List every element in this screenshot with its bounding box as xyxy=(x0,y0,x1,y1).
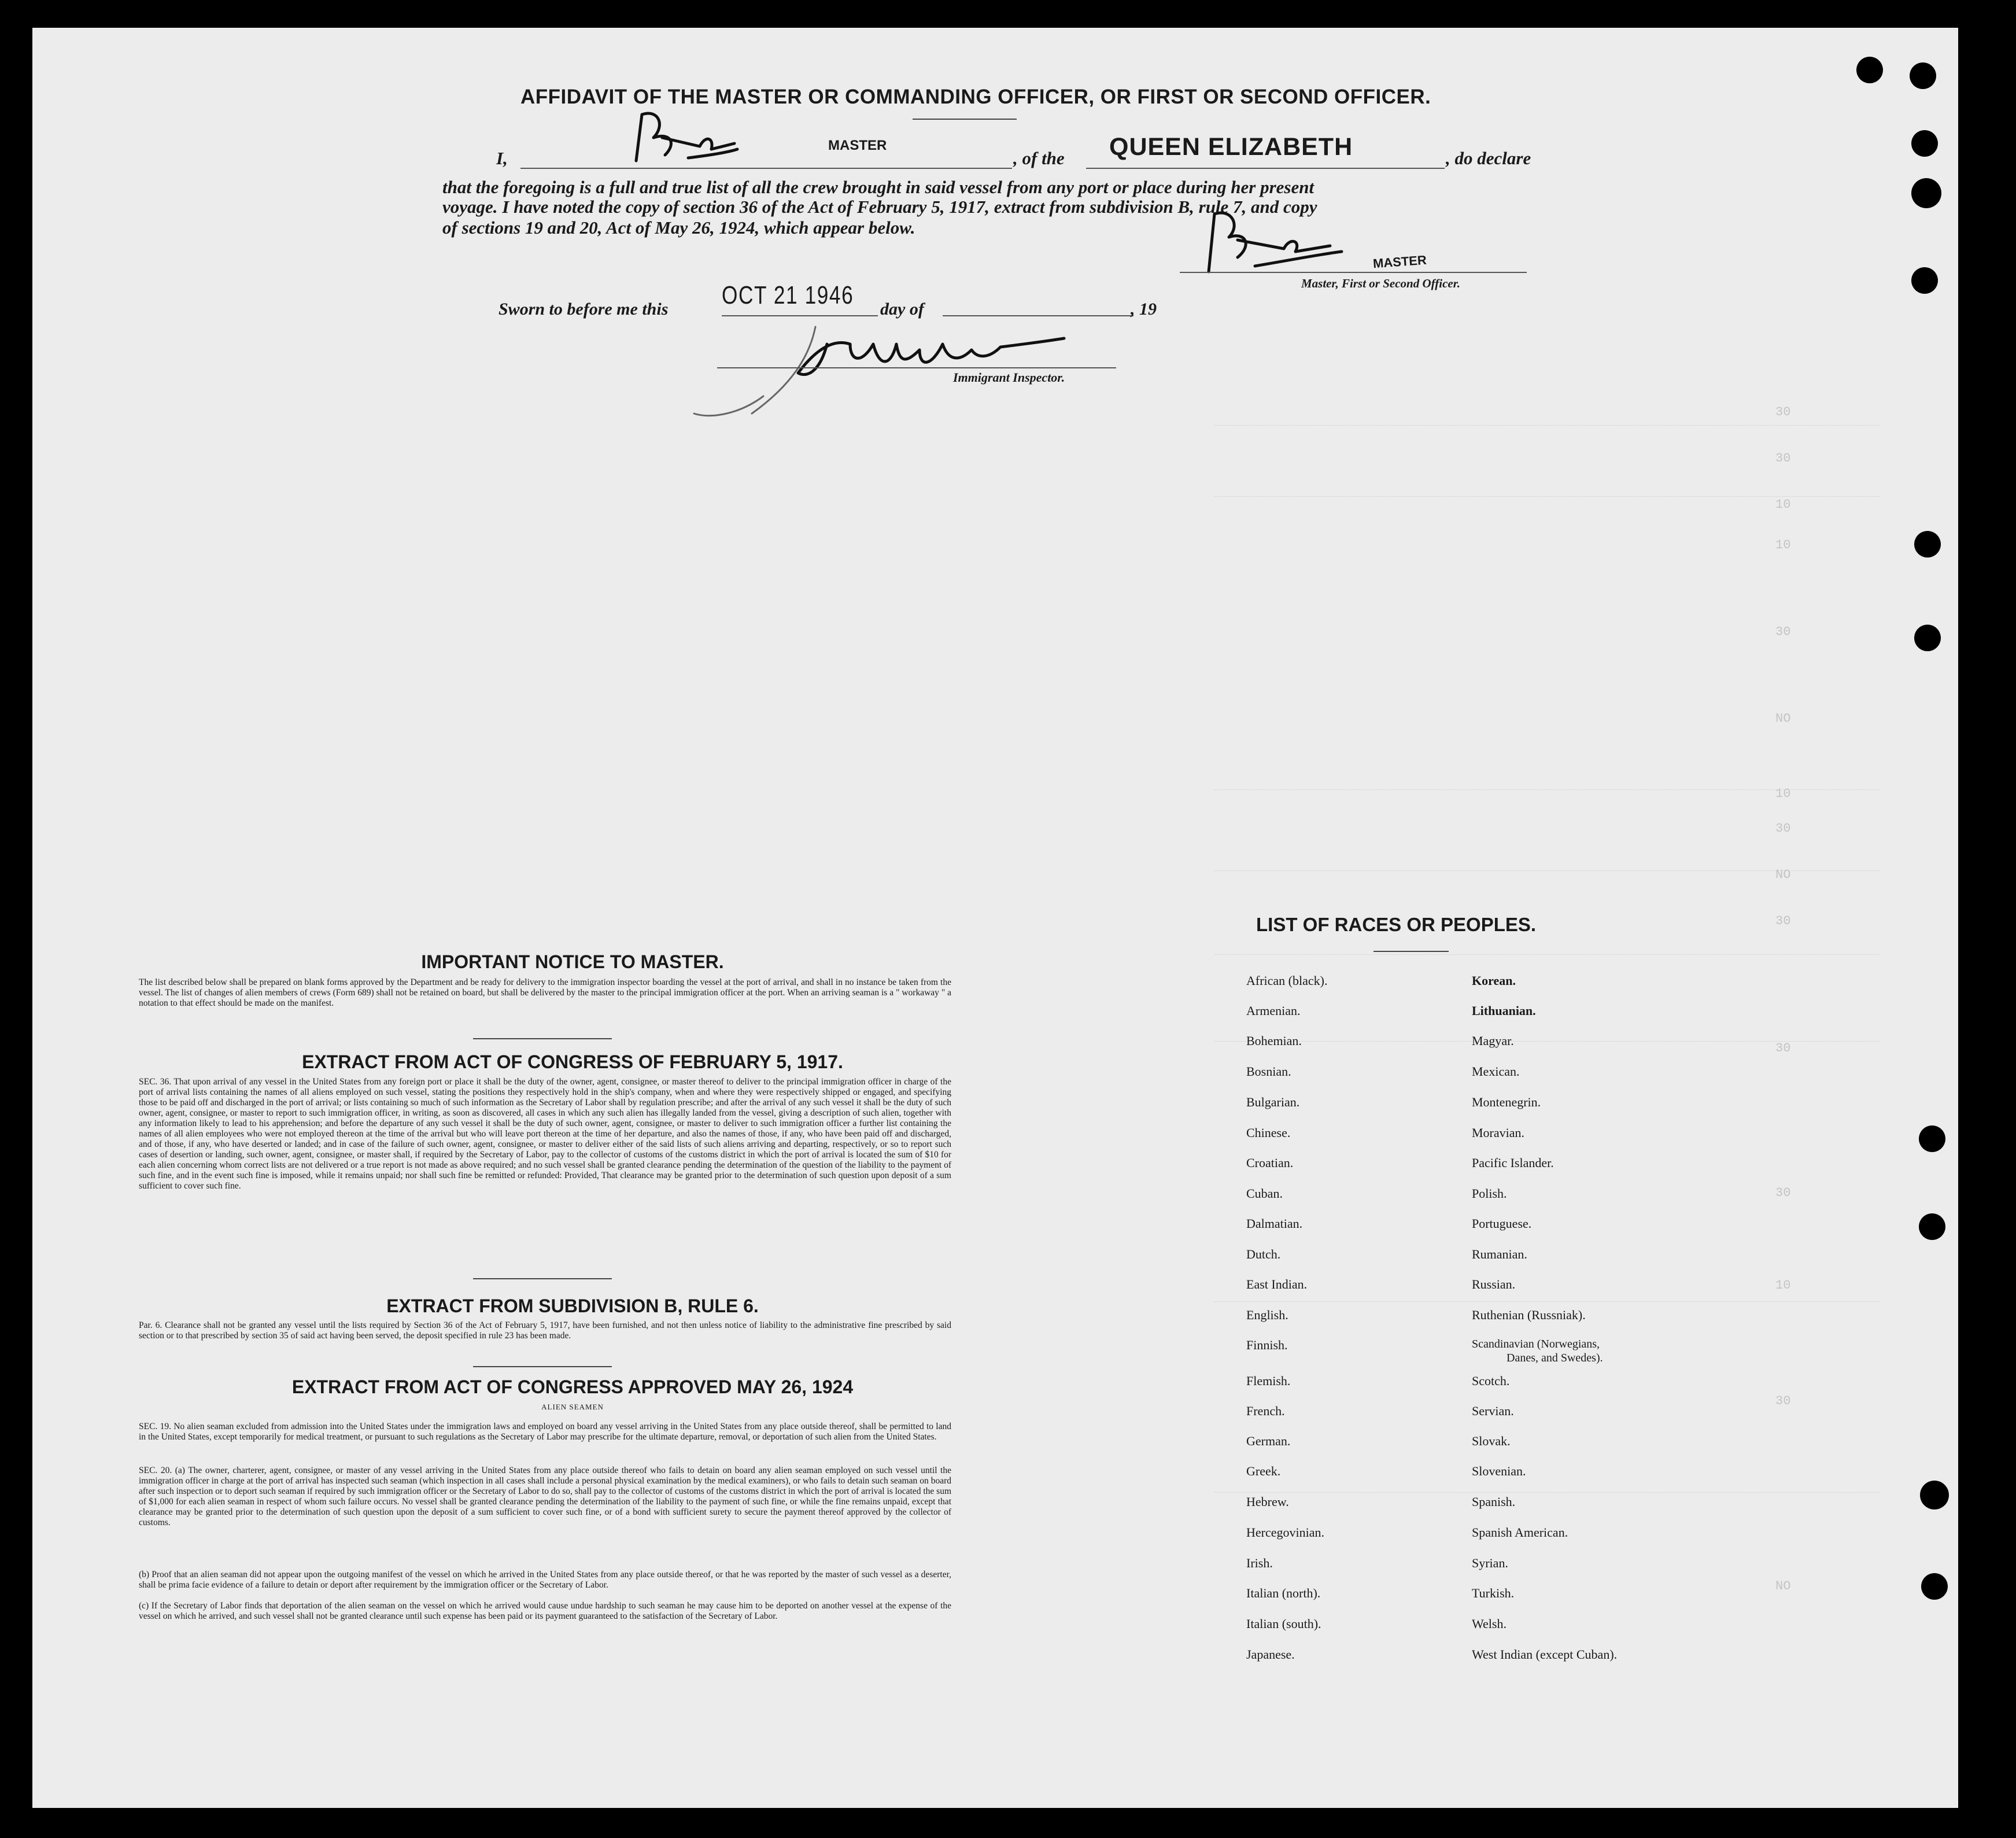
race-item: Turkish. xyxy=(1472,1586,1515,1600)
race-item: German. xyxy=(1246,1434,1291,1448)
master-stamp: MASTER xyxy=(828,138,887,153)
punch-hole xyxy=(1856,57,1883,83)
punch-hole xyxy=(1910,62,1936,89)
race-item: Croatian. xyxy=(1246,1156,1294,1170)
race-item: Ruthenian (Russniak). xyxy=(1472,1308,1586,1322)
extract-rule6-title: EXTRACT FROM SUBDIVISION B, RULE 6. xyxy=(386,1296,759,1316)
declaration-line-2: that the foregoing is a full and true list of all the crew brought in said vessel from any port or place during her present xyxy=(442,177,1315,197)
race-item: Italian (south). xyxy=(1246,1616,1321,1631)
race-item: Bohemian. xyxy=(1246,1034,1302,1048)
divider xyxy=(1373,951,1449,952)
punch-hole xyxy=(1921,1573,1948,1600)
notice-title: IMPORTANT NOTICE TO MASTER. xyxy=(421,951,724,972)
punch-hole xyxy=(1919,1125,1945,1152)
race-item: Bosnian. xyxy=(1246,1064,1291,1079)
master-signature-2 xyxy=(1197,197,1347,278)
manifest-page xyxy=(32,28,1958,1808)
divider xyxy=(913,119,1017,120)
race-item: Finnish. xyxy=(1246,1338,1288,1352)
vessel-name: QUEEN ELIZABETH xyxy=(1109,133,1353,161)
sworn-label: Sworn to before me this xyxy=(499,300,669,319)
master-stamp-2: MASTER xyxy=(1372,252,1427,271)
races-title: LIST OF RACES OR PEOPLES. xyxy=(1256,914,1537,935)
punch-hole xyxy=(1911,130,1938,157)
race-item: Bulgarian. xyxy=(1246,1095,1300,1109)
punch-hole xyxy=(1914,625,1941,651)
race-item: Scotch. xyxy=(1472,1374,1510,1388)
race-item: Pacific Islander. xyxy=(1472,1156,1554,1170)
race-item: Armenian. xyxy=(1246,1003,1301,1018)
race-item: Lithuanian. xyxy=(1472,1003,1536,1018)
officer-caption: Master, First or Second Officer. xyxy=(1301,276,1460,290)
divider xyxy=(473,1038,612,1039)
day-of-label: day of xyxy=(880,300,924,319)
race-item: Slovak. xyxy=(1472,1434,1511,1448)
i-label: I, xyxy=(496,148,508,168)
declaration-line-3: voyage. I have noted the copy of section 36 of the Act of February 5, 1917, extract from subdivision B, rule 7, and copy xyxy=(442,197,1317,217)
race-item: Servian. xyxy=(1472,1404,1514,1418)
race-item: Chinese. xyxy=(1246,1125,1291,1140)
punch-hole xyxy=(1911,267,1938,294)
do-declare-label: , do declare xyxy=(1446,148,1531,168)
punch-hole xyxy=(1920,1481,1949,1509)
extract-1924-title: EXTRACT FROM ACT OF CONGRESS APPROVED MAY 26, 1924 xyxy=(291,1376,854,1397)
race-item: Japanese. xyxy=(1246,1647,1295,1662)
of-the-label: , of the xyxy=(1013,148,1065,168)
name-line xyxy=(520,168,1012,169)
race-item: Irish. xyxy=(1246,1556,1273,1570)
punch-hole xyxy=(1919,1213,1945,1240)
race-item: Portuguese. xyxy=(1472,1216,1532,1231)
race-item: Montenegrin. xyxy=(1472,1095,1541,1109)
sec-19-text: SEC. 19. No alien seaman excluded from admission into the United States under the immigration laws and employed on board any vessel arriving in the United States from any place outside thereof, shall be permitted to land in the United States, except temporarily for medical treatment, or pursuant to such regulations as the Secretary of Labor may prescribe for the ultimate departure, removal, or deportation of such alien from the United States. xyxy=(139,1422,951,1442)
race-item: Spanish. xyxy=(1472,1494,1516,1509)
race-item: Dalmatian. xyxy=(1246,1216,1303,1231)
race-item: Greek. xyxy=(1246,1464,1281,1478)
race-item: West Indian (except Cuban). xyxy=(1472,1647,1618,1662)
race-item: Korean. xyxy=(1472,973,1516,988)
sec-20a-text: SEC. 20. (a) The owner, charterer, agent, consignee, or master of any vessel arriving in the United States from any place outside thereof who fails to detain on board any alien seaman employed on such vessel until the immigration officer in charge at the port of arrival has inspected such seaman (which inspection in all cases shall include a personal physical examination by the medical examiners), or who fails to detain such seaman on board after such inspection or to deport such seaman if required by such immigration officer or the Secretary of Labor to do so, shall pay to the collector of customs of the customs district in which the port of arrival is located the sum of $1,000 for each alien seaman in respect of whom such failure occurs. No vessel shall be granted clearance pending the determination of the liability to the payment of such fine, or while the fine remains unpaid, except that clearance may be granted prior to the determination of such question upon the deposit of a sum sufficient to cover such fine, or of a bond with sufficient surety to secure the payment thereof approved by the collector of customs. xyxy=(139,1466,951,1527)
extract-1917-text: SEC. 36. That upon arrival of any vessel in the United States from any foreign port or place it shall be the duty of the owner, agent, consignee, or master thereof to deliver to the principal immigration officer in charge of the port of arrival lists containing the names of all aliens employed on such vessel, stating the positions they respectively hold in the ship's company, when and where they were respectively shipped or engaged, and specifying those to be paid off and discharged in the port of arrival; or lists containing so much of such information as the Secretary of Labor shall by regulation prescribe; and after the arrival of any such vessel it shall be the duty of such owner, agent, consignee, or master to report to such immigration officer, in writing, as soon as discovered, all cases in which any such alien has illegally landed from the vessel, giving a description of such alien, together with any information likely to lead to his apprehension; and before the departure of any such vessel it shall be the duty of such owner, agent, consignee, or master to deliver to such immigration officer a further list containing the names of all alien employees who were not employed thereon at the time of the arrival but who will leave port thereon at the time of her departure, and also the names of those, if any, who have been paid off and discharged, and of those, if any, who have deserted or landed; and in case of the failure of such owner, agent, consignee, or master to deliver either of the said lists of such aliens arriving and departing, respectively, or so to report such cases of desertion or landing, such owner, agent, consignee, or master shall, if required by the Secretary of Labor, pay to the collector of customs of the customs district in which the port of arrival is located the sum of $10 for each alien concerning whom correct lists are not delivered or a true report is not made as above required; and no such vessel shall be granted clearance pending the determination of the question of the liability to the payment of such fine, and in the event such fine is imposed, while it remains unpaid; nor shall such fine be remitted or refunded: Provided, That clearance may be granted prior to the determination of such question upon deposit of a sum sufficient to cover such fine. xyxy=(139,1077,951,1191)
affidavit-heading: AFFIDAVIT OF THE MASTER OR COMMANDING OFFICER, OR FIRST OR SECOND OFFICER. xyxy=(520,86,1431,108)
race-item: Rumanian. xyxy=(1472,1247,1527,1261)
race-item: Magyar. xyxy=(1472,1034,1514,1048)
inspector-caption: Immigrant Inspector. xyxy=(953,370,1065,385)
divider xyxy=(473,1278,612,1279)
sec-20c-text: (c) If the Secretary of Labor finds that deportation of the alien seaman on the vessel on which he arrived would cause undue hardship to such seaman he may cause him to be deported on another vessel at the expense of the vessel on which he arrived, and such vessel shall not be granted clearance until such expense has been paid or its payment guaranteed to the satisfaction of the Secretary of Labor. xyxy=(139,1601,951,1621)
inspector-line xyxy=(717,367,1116,368)
race-item: Cuban. xyxy=(1246,1186,1283,1201)
race-item: Syrian. xyxy=(1472,1556,1508,1570)
race-item: Dutch. xyxy=(1246,1247,1281,1261)
extract-1917-title: EXTRACT FROM ACT OF CONGRESS OF FEBRUARY 5, 1917. xyxy=(302,1051,843,1072)
race-item: Italian (north). xyxy=(1246,1586,1321,1600)
race-item: East Indian. xyxy=(1246,1277,1308,1291)
race-item: Mexican. xyxy=(1472,1064,1520,1079)
year-label: , 19 xyxy=(1131,300,1157,319)
race-item: Scandinavian (Norwegians, xyxy=(1472,1338,1600,1350)
declaration-line-4: of sections 19 and 20, Act of May 26, 1924, which appear below. xyxy=(442,217,915,238)
punch-hole xyxy=(1914,531,1941,558)
vessel-line xyxy=(1086,168,1445,169)
race-item: French. xyxy=(1246,1404,1285,1418)
alien-seamen-subtitle: ALIEN SEAMEN xyxy=(541,1403,604,1411)
notice-text: The list described below shall be prepared on blank forms approved by the Department and be ready for delivery to the immigration inspector boarding the vessel at the port of arrival, and shall in no instance be taken from the vessel. The list of changes of alien members of crews (Form 689) shall not be retained on board, but shall be delivered by the master to the principal immigration officer at the port. When an arriving seaman is a " workaway " a notation to that effect should be made on the manifest. xyxy=(139,977,951,1008)
race-item: English. xyxy=(1246,1308,1288,1322)
date-stamp: OCT 21 1946 xyxy=(722,281,854,309)
officer-line xyxy=(1180,272,1527,273)
race-item: Moravian. xyxy=(1472,1125,1525,1140)
divider xyxy=(473,1366,612,1367)
race-item: Spanish American. xyxy=(1472,1525,1568,1540)
race-item: Flemish. xyxy=(1246,1374,1291,1388)
sec-20b-text: (b) Proof that an alien seaman did not appear upon the outgoing manifest of the vessel on which he arrived in the United States from any place outside thereof, or that he was reported by the master of such vessel as a deserter, shall be prima facie evidence of a failure to detain or deport after requirement by the immigration officer or the Secretary of Labor. xyxy=(139,1570,951,1590)
punch-hole xyxy=(1911,178,1941,208)
race-item: Hercegovinian. xyxy=(1246,1525,1324,1540)
race-item-continued: Danes, and Swedes). xyxy=(1507,1352,1603,1364)
race-item: Russian. xyxy=(1472,1277,1516,1291)
master-signature-1 xyxy=(619,103,740,169)
race-item: Welsh. xyxy=(1472,1616,1507,1631)
race-item: Slovenian. xyxy=(1472,1464,1526,1478)
race-item: Polish. xyxy=(1472,1186,1507,1201)
race-item: Hebrew. xyxy=(1246,1494,1289,1509)
extract-rule6-text: Par. 6. Clearance shall not be granted any vessel until the lists required by Section 36 of the Act of February 5, 1917, have been furnished, and not then unless notice of liability to the administrative fine prescribed by said section or to that prescribed by section 35 of said act having been served, the deposit specified in rule 23 has been made. xyxy=(139,1320,951,1341)
race-item: African (black). xyxy=(1246,973,1328,988)
